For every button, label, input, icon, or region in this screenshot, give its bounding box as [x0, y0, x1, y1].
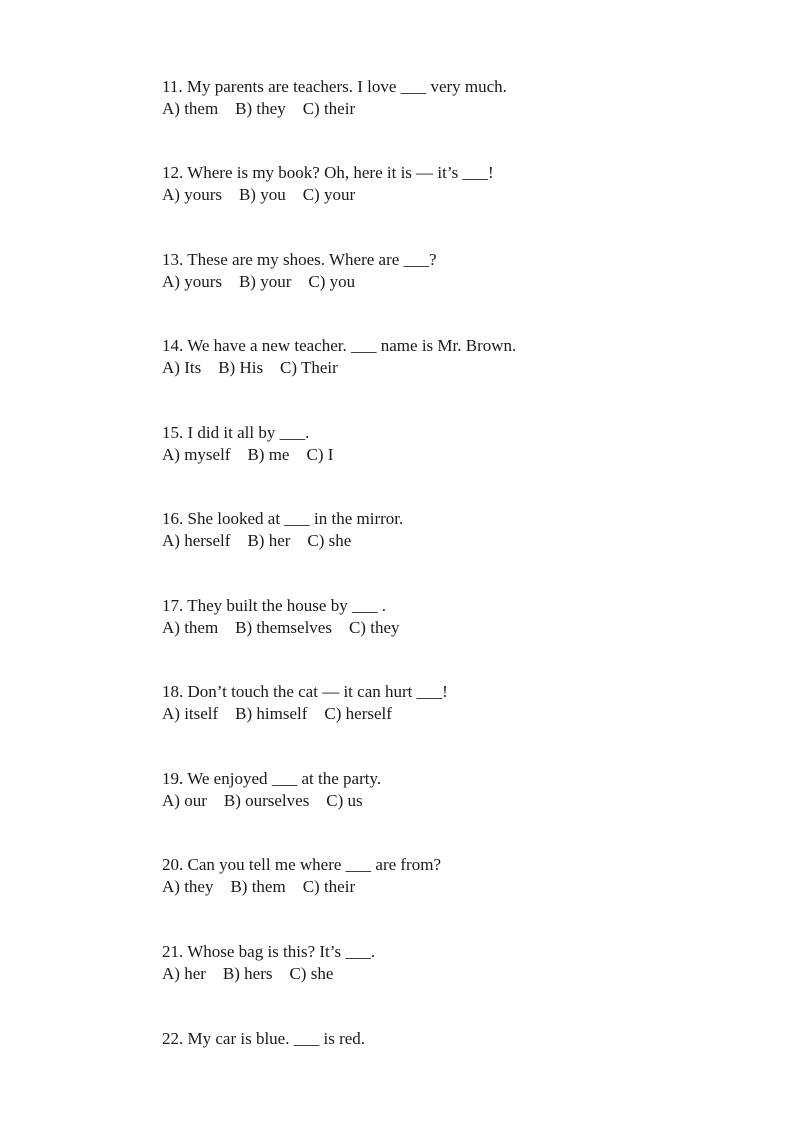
- question-text: 21. Whose bag is this? It’s ___.: [162, 942, 376, 961]
- question-text: 15. I did it all by ___.: [162, 423, 310, 442]
- answer-options: A) Its B) His C) Their: [162, 358, 338, 377]
- question-22: [162, 1028, 722, 1050]
- question-11: [162, 76, 722, 120]
- question-text: 22. My car is blue. ___ is red.: [162, 1029, 366, 1048]
- answer-options: A) they B) them C) their: [162, 877, 356, 896]
- question-text: 20. Can you tell me where ___ are from?: [162, 855, 441, 874]
- answer-options: A) yours B) you C) your: [162, 185, 356, 204]
- answer-options: A) our B) ourselves C) us: [162, 791, 363, 810]
- question-16: [162, 508, 722, 552]
- answer-options: A) yours B) your C) you: [162, 272, 356, 291]
- question-text: 18. Don’t touch the cat — it can hurt ___!: [162, 682, 448, 701]
- question-20: [162, 854, 722, 898]
- question-18: [162, 681, 722, 725]
- question-text: 13. These are my shoes. Where are ___?: [162, 250, 437, 269]
- answer-options: A) itself B) himself C) herself: [162, 704, 392, 723]
- question-text: 17. They built the house by ___ .: [162, 596, 386, 615]
- question-text: 14. We have a new teacher. ___ name is Mr. Brown.: [162, 336, 517, 355]
- question-text: 19. We enjoyed ___ at the party.: [162, 769, 382, 788]
- answer-options: A) them B) themselves C) they: [162, 618, 400, 637]
- question-text: 16. She looked at ___ in the mirror.: [162, 509, 404, 528]
- question-12: [162, 162, 722, 206]
- question-15: [162, 422, 722, 466]
- question-text: 12. Where is my book? Oh, here it is — it’s ___!: [162, 163, 494, 182]
- question-21: [162, 941, 722, 985]
- answer-options: A) her B) hers C) she: [162, 964, 334, 983]
- answer-options: A) myself B) me C) I: [162, 445, 334, 464]
- question-17: [162, 595, 722, 639]
- question-13: [162, 249, 722, 293]
- answer-options: A) them B) they C) their: [162, 99, 356, 118]
- question-text: 11. My parents are teachers. I love ___ very much.: [162, 77, 507, 96]
- question-14: [162, 335, 722, 379]
- question-19: [162, 768, 722, 812]
- answer-options: A) herself B) her C) she: [162, 531, 352, 550]
